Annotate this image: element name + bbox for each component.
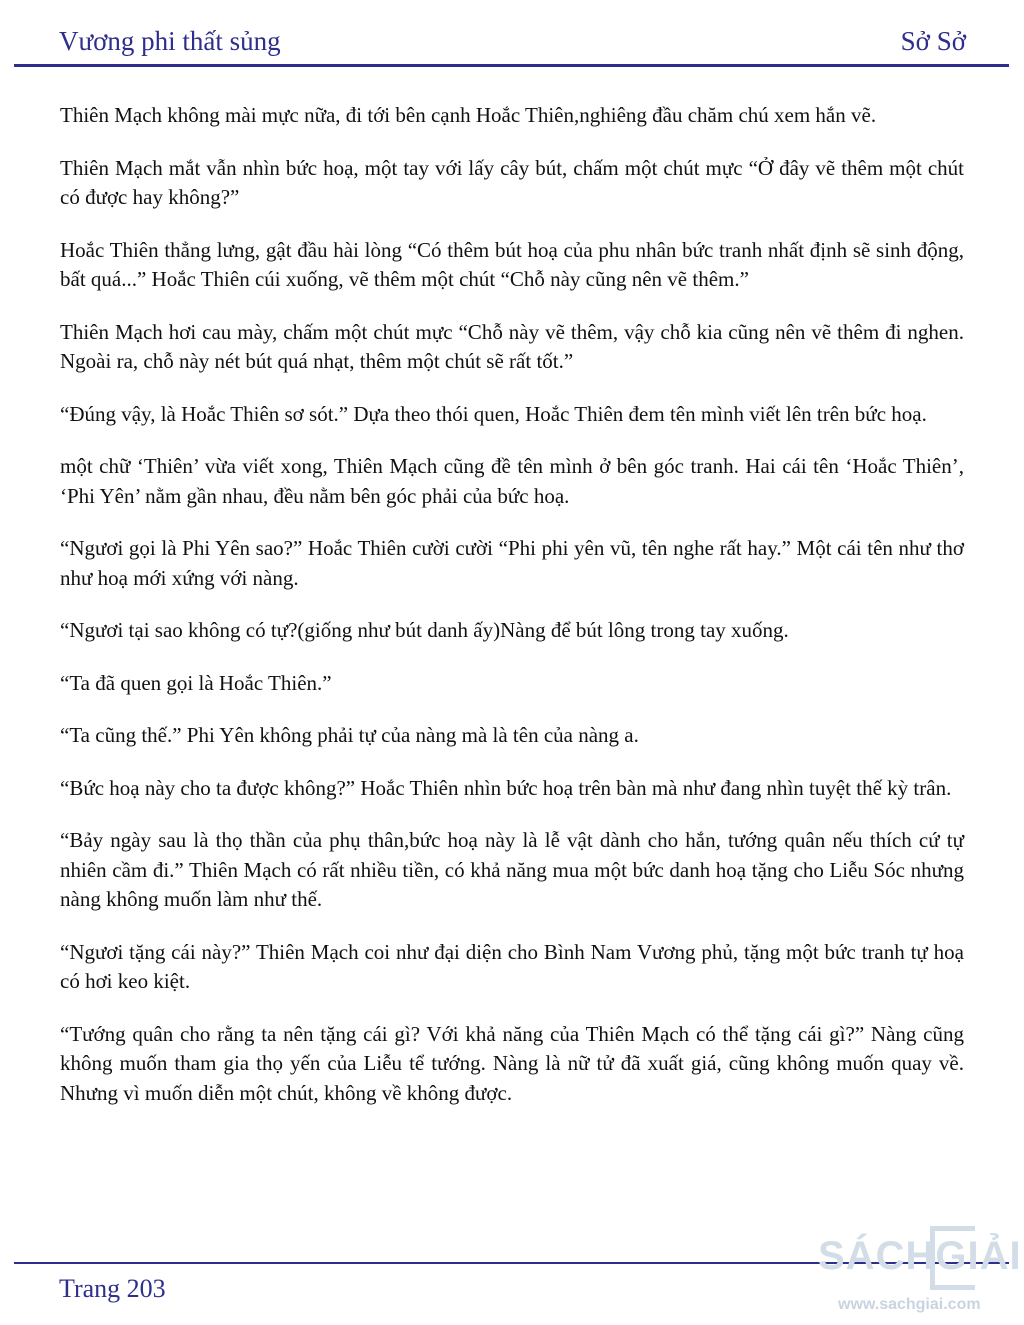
page-body	[60, 101, 964, 1131]
paragraph: “Ngươi tặng cái này?” Thiên Mạch coi như đại diện cho Bình Nam Vương phủ, tặng một bức tranh tự hoạ có hơi keo kiệt.	[60, 939, 964, 993]
paragraph: Thiên Mạch không mài mực nữa, đi tới bên cạnh Hoắc Thiên,nghiêng đầu chăm chú xem hắn vẽ.	[60, 103, 877, 127]
watermark-logo: SÁCHGIẢI	[818, 1234, 1022, 1278]
paragraph: “Đúng vậy, là Hoắc Thiên sơ sót.” Dựa theo thói quen, Hoắc Thiên đem tên mình viết lên trên bức hoạ.	[60, 401, 927, 426]
book-title: Vương phi thất sủng	[59, 26, 281, 56]
paragraph: “Ta cũng thế.” Phi Yên không phải tự của nàng mà là tên của nàng a.	[60, 723, 639, 747]
paragraph: “Ngươi tại sao không có tự?(giống như bút danh ấy)Nàng để bút lông trong tay xuống.	[60, 618, 789, 642]
paragraph: “Ta đã quen gọi là Hoắc Thiên.”	[60, 670, 332, 695]
watermark-url: www.sachgiai.com	[838, 1296, 981, 1313]
paragraph: Hoắc Thiên thẳng lưng, gật đầu hài lòng “Có thêm bút hoạ của phu nhân bức tranh nhất định sẽ sinh động, bất quá...” Hoắc Thiên cúi xuống, vẽ thêm một chút “Chỗ này cũng nên vẽ thêm.”	[60, 237, 964, 291]
paragraph: “Tướng quân cho rằng ta nên tặng cái gì? Với khả năng của Thiên Mạch có thể tặng cái gì?” Nàng cũng không muốn tham gia thọ yến của Liễu tể tướng. Nàng là nữ tử đã xuất giá, cũng không muốn quay về. Nhưng vì muốn diễn một chút, không về không được.	[60, 1021, 964, 1105]
paragraph: Thiên Mạch hơi cau mày, chấm một chút mực “Chỗ này vẽ thêm, vậy chỗ kia cũng nên vẽ thêm đi nghen. Ngoài ra, chỗ này nét bút quá nhạt, thêm một chút sẽ rất tốt.”	[60, 319, 964, 373]
paragraph: “Bảy ngày sau là thọ thần của phụ thân,bức hoạ này là lễ vật dành cho hắn, tướng quân nếu thích cứ tự nhiên cầm đi.” Thiên Mạch có rất nhiều tiền, có khả năng mua một bức danh hoạ tặng cho Liễu Sóc nhưng nàng không muốn làm như thế.	[60, 828, 964, 911]
header-divider	[14, 64, 1009, 67]
paragraph: Thiên Mạch mắt vẫn nhìn bức hoạ, một tay với lấy cây bút, chấm một chút mực “Ở đây vẽ thêm một chút có được hay không?”	[60, 155, 964, 209]
page-header	[0, 0, 1024, 66]
paragraph: một chữ ‘Thiên’ vừa viết xong, Thiên Mạch cũng đề tên mình ở bên góc tranh. Hai cái tên ‘Hoắc Thiên’, ‘Phi Yên’ nằm gần nhau, đều nằm bên góc phải của bức hoạ.	[60, 454, 964, 508]
page-number: Trang 203	[59, 1274, 166, 1303]
sachgiai-watermark	[816, 1226, 1024, 1322]
author-name: Sở Sở	[900, 26, 966, 56]
paragraph: “Bức hoạ này cho ta được không?” Hoắc Thiên nhìn bức hoạ trên bàn mà như đang nhìn tuyệt thế kỳ trân.	[60, 775, 952, 800]
paragraph: “Ngươi gọi là Phi Yên sao?” Hoắc Thiên cười cười “Phi phi yên vũ, tên nghe rất hay.” Một cái tên như thơ như hoạ mới xứng với nàng.	[60, 536, 964, 590]
